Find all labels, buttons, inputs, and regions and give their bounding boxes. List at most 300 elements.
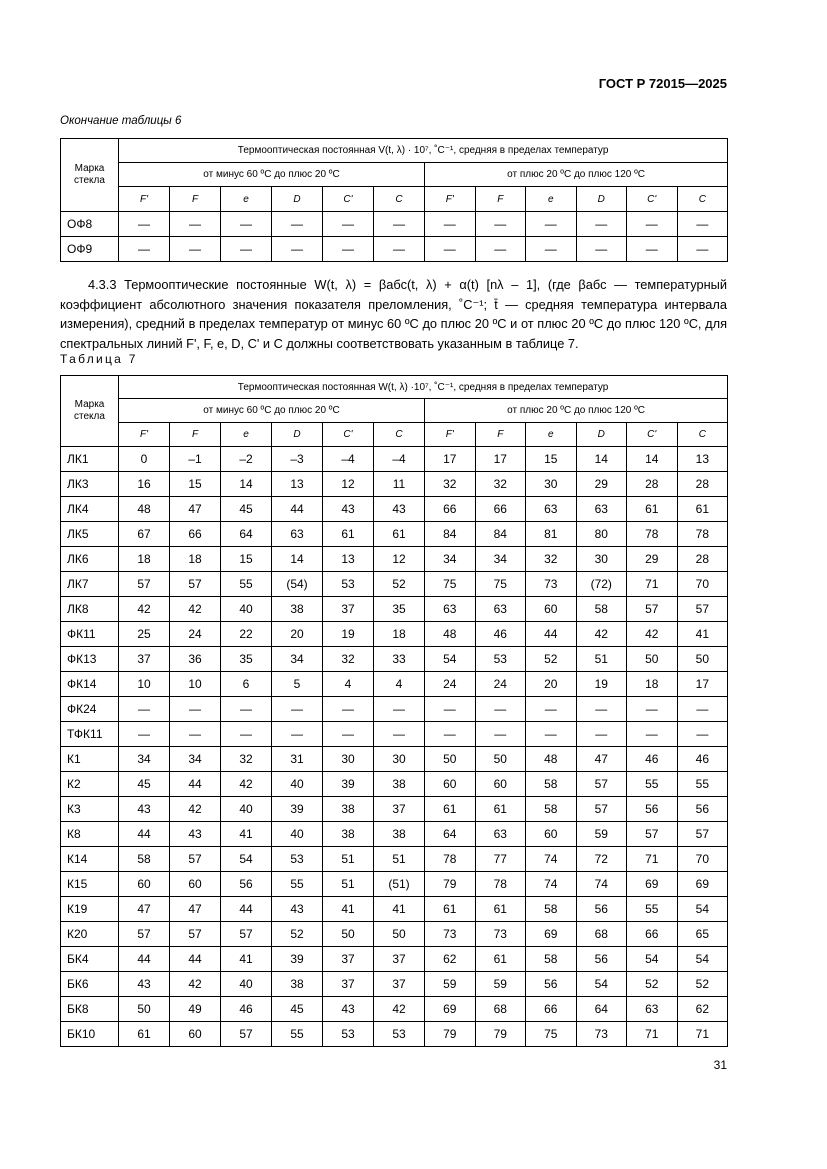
value-cell: 57	[119, 572, 170, 597]
value-cell: 32	[425, 472, 476, 497]
value-cell: 55	[221, 572, 272, 597]
value-cell: 68	[576, 922, 627, 947]
value-cell: 56	[526, 972, 577, 997]
value-cell: 51	[323, 847, 374, 872]
spectral-line-header: C'	[323, 423, 374, 447]
glass-mark-cell: К15	[61, 872, 119, 897]
value-cell: 50	[475, 747, 526, 772]
value-cell: 59	[576, 822, 627, 847]
main-column-header: Термооптическая постоянная W(t, λ) ·10⁷, ˚C⁻¹, средняя в пределах температур	[119, 376, 728, 399]
value-cell: —	[374, 697, 425, 722]
value-cell: 60	[170, 872, 221, 897]
value-cell: 34	[425, 547, 476, 572]
mark-column-header: Марка стекла	[61, 139, 119, 212]
value-cell: 46	[627, 747, 678, 772]
value-cell: 54	[677, 947, 728, 972]
spectral-line-header: e	[526, 187, 577, 212]
value-cell: —	[526, 722, 577, 747]
value-cell: —	[323, 212, 374, 237]
header-row	[61, 376, 728, 399]
value-cell: 48	[119, 497, 170, 522]
value-cell: 61	[677, 497, 728, 522]
glass-mark-cell: БК6	[61, 972, 119, 997]
value-cell: 69	[526, 922, 577, 947]
value-cell: 43	[170, 822, 221, 847]
value-cell: 74	[526, 872, 577, 897]
value-cell: 40	[221, 597, 272, 622]
value-cell: 0	[119, 447, 170, 472]
table-row	[61, 972, 728, 997]
table-row	[61, 847, 728, 872]
value-cell: 51	[576, 647, 627, 672]
value-cell: –3	[272, 447, 323, 472]
glass-mark-cell: К1	[61, 747, 119, 772]
table-row	[61, 472, 728, 497]
value-cell: —	[323, 722, 374, 747]
value-cell: 53	[323, 572, 374, 597]
value-cell: 4	[374, 672, 425, 697]
glass-mark-cell: ФК14	[61, 672, 119, 697]
value-cell: 52	[677, 972, 728, 997]
value-cell: 79	[425, 1022, 476, 1047]
value-cell: 63	[475, 822, 526, 847]
spectral-line-row	[61, 423, 728, 447]
range-header-row	[61, 163, 728, 187]
value-cell: 37	[323, 597, 374, 622]
table-row	[61, 622, 728, 647]
value-cell: 53	[323, 1022, 374, 1047]
table-row	[61, 522, 728, 547]
value-cell: 46	[475, 622, 526, 647]
glass-mark-cell: К3	[61, 797, 119, 822]
value-cell: 57	[170, 922, 221, 947]
value-cell: 81	[526, 522, 577, 547]
value-cell: —	[119, 722, 170, 747]
value-cell: 11	[374, 472, 425, 497]
spectral-line-header: C	[374, 187, 425, 212]
header-row	[61, 139, 728, 163]
table-6	[60, 138, 728, 262]
value-cell: —	[272, 722, 323, 747]
value-cell: 17	[425, 447, 476, 472]
value-cell: 50	[627, 647, 678, 672]
value-cell: 38	[323, 822, 374, 847]
value-cell: —	[627, 697, 678, 722]
value-cell: 57	[576, 772, 627, 797]
value-cell: 67	[119, 522, 170, 547]
value-cell: 12	[323, 472, 374, 497]
value-cell: 77	[475, 847, 526, 872]
spectral-line-header: C	[677, 423, 728, 447]
value-cell: 15	[170, 472, 221, 497]
value-cell: 52	[374, 572, 425, 597]
spectral-line-header: F'	[425, 423, 476, 447]
value-cell: 4	[323, 672, 374, 697]
value-cell: —	[627, 237, 678, 262]
value-cell: 24	[425, 672, 476, 697]
value-cell: 57	[627, 822, 678, 847]
value-cell: —	[221, 237, 272, 262]
spectral-line-header: D	[272, 423, 323, 447]
table-row	[61, 747, 728, 772]
glass-mark-cell: К8	[61, 822, 119, 847]
value-cell: 50	[425, 747, 476, 772]
value-cell: 13	[323, 547, 374, 572]
glass-mark-cell: ЛК1	[61, 447, 119, 472]
value-cell: 50	[374, 922, 425, 947]
value-cell: 18	[119, 547, 170, 572]
value-cell: –4	[374, 447, 425, 472]
value-cell: —	[170, 212, 221, 237]
value-cell: 18	[170, 547, 221, 572]
value-cell: 15	[526, 447, 577, 472]
value-cell: —	[677, 212, 728, 237]
value-cell: 57	[576, 797, 627, 822]
value-cell: 38	[323, 797, 374, 822]
value-cell: 78	[677, 522, 728, 547]
spectral-line-header: C	[677, 187, 728, 212]
value-cell: 42	[627, 622, 678, 647]
value-cell: 57	[221, 922, 272, 947]
value-cell: 44	[119, 947, 170, 972]
value-cell: 61	[475, 947, 526, 972]
value-cell: 40	[272, 822, 323, 847]
value-cell: 39	[323, 772, 374, 797]
value-cell: 42	[119, 597, 170, 622]
value-cell: 53	[374, 1022, 425, 1047]
value-cell: —	[475, 722, 526, 747]
value-cell: 36	[170, 647, 221, 672]
value-cell: —	[272, 212, 323, 237]
value-cell: 28	[627, 472, 678, 497]
value-cell: 74	[576, 872, 627, 897]
value-cell: 34	[119, 747, 170, 772]
value-cell: 40	[221, 972, 272, 997]
value-cell: 68	[475, 997, 526, 1022]
value-cell: —	[425, 722, 476, 747]
value-cell: 78	[425, 847, 476, 872]
value-cell: —	[170, 237, 221, 262]
value-cell: —	[576, 722, 627, 747]
table-row	[61, 597, 728, 622]
value-cell: —	[677, 722, 728, 747]
value-cell: 66	[475, 497, 526, 522]
glass-mark-cell: ФК11	[61, 622, 119, 647]
value-cell: 37	[323, 972, 374, 997]
glass-mark-cell: БК10	[61, 1022, 119, 1047]
value-cell: —	[576, 212, 627, 237]
value-cell: 25	[119, 622, 170, 647]
value-cell: 71	[677, 1022, 728, 1047]
glass-mark-cell: ЛК8	[61, 597, 119, 622]
value-cell: 53	[272, 847, 323, 872]
mark-column-header: Марка стекла	[61, 376, 119, 447]
value-cell: 60	[526, 597, 577, 622]
value-cell: —	[475, 697, 526, 722]
table-row	[61, 822, 728, 847]
value-cell: 33	[374, 647, 425, 672]
value-cell: 14	[221, 472, 272, 497]
value-cell: 47	[576, 747, 627, 772]
value-cell: 43	[119, 797, 170, 822]
value-cell: 45	[221, 497, 272, 522]
spectral-line-header: F'	[119, 187, 170, 212]
value-cell: 63	[627, 997, 678, 1022]
value-cell: 20	[272, 622, 323, 647]
table-row	[61, 697, 728, 722]
value-cell: 50	[119, 997, 170, 1022]
value-cell: 56	[677, 797, 728, 822]
value-cell: 63	[576, 497, 627, 522]
value-cell: 44	[526, 622, 577, 647]
table-row	[61, 722, 728, 747]
value-cell: —	[119, 212, 170, 237]
value-cell: 30	[323, 747, 374, 772]
spectral-line-header: e	[221, 423, 272, 447]
value-cell: 57	[677, 597, 728, 622]
value-cell: 60	[526, 822, 577, 847]
glass-mark-cell: ФК13	[61, 647, 119, 672]
table-row	[61, 647, 728, 672]
value-cell: 58	[526, 897, 577, 922]
spectral-line-header: C'	[323, 187, 374, 212]
value-cell: —	[272, 237, 323, 262]
value-cell: 54	[221, 847, 272, 872]
value-cell: 44	[119, 822, 170, 847]
value-cell: 18	[374, 622, 425, 647]
value-cell: 51	[323, 872, 374, 897]
value-cell: 75	[526, 1022, 577, 1047]
spectral-line-header: C'	[627, 423, 678, 447]
value-cell: —	[425, 237, 476, 262]
value-cell: —	[170, 722, 221, 747]
value-cell: 54	[627, 947, 678, 972]
value-cell: 60	[170, 1022, 221, 1047]
value-cell: 60	[475, 772, 526, 797]
value-cell: 44	[170, 772, 221, 797]
value-cell: –1	[170, 447, 221, 472]
value-cell: —	[475, 212, 526, 237]
value-cell: 60	[425, 772, 476, 797]
value-cell: 48	[526, 747, 577, 772]
value-cell: —	[374, 722, 425, 747]
value-cell: 32	[221, 747, 272, 772]
glass-mark-cell: ТФК11	[61, 722, 119, 747]
value-cell: 56	[221, 872, 272, 897]
value-cell: 14	[576, 447, 627, 472]
value-cell: 74	[526, 847, 577, 872]
value-cell: 57	[221, 1022, 272, 1047]
value-cell: 40	[272, 772, 323, 797]
value-cell: (72)	[576, 572, 627, 597]
value-cell: 17	[677, 672, 728, 697]
value-cell: 30	[576, 547, 627, 572]
value-cell: 38	[272, 972, 323, 997]
table-row	[61, 1022, 728, 1047]
glass-mark-cell: К19	[61, 897, 119, 922]
value-cell: 47	[119, 897, 170, 922]
main-column-header: Термооптическая постоянная V(t, λ) · 10⁷, ˚C⁻¹, средняя в пределах температур	[119, 139, 728, 163]
spectral-line-header: C'	[627, 187, 678, 212]
page-number: 31	[713, 1058, 727, 1072]
value-cell: 73	[425, 922, 476, 947]
glass-mark-cell: К2	[61, 772, 119, 797]
value-cell: 55	[272, 1022, 323, 1047]
value-cell: 12	[374, 547, 425, 572]
value-cell: 71	[627, 572, 678, 597]
glass-mark-cell: ЛК4	[61, 497, 119, 522]
value-cell: 42	[170, 797, 221, 822]
value-cell: 51	[374, 847, 425, 872]
value-cell: 63	[526, 497, 577, 522]
value-cell: 70	[677, 572, 728, 597]
value-cell: 30	[526, 472, 577, 497]
value-cell: 43	[323, 497, 374, 522]
value-cell: 37	[374, 947, 425, 972]
value-cell: 54	[576, 972, 627, 997]
value-cell: 53	[475, 647, 526, 672]
value-cell: 61	[425, 897, 476, 922]
range-header-cold: от минус 60 ºС до плюс 20 ºС	[119, 399, 425, 423]
value-cell: 61	[323, 522, 374, 547]
value-cell: 34	[272, 647, 323, 672]
value-cell: 69	[677, 872, 728, 897]
value-cell: 73	[475, 922, 526, 947]
value-cell: —	[526, 697, 577, 722]
value-cell: 46	[221, 997, 272, 1022]
value-cell: —	[374, 237, 425, 262]
glass-mark-cell: ОФ8	[61, 212, 119, 237]
value-cell: 10	[119, 672, 170, 697]
value-cell: 69	[425, 997, 476, 1022]
value-cell: 61	[119, 1022, 170, 1047]
value-cell: 30	[374, 747, 425, 772]
value-cell: 44	[272, 497, 323, 522]
value-cell: 79	[425, 872, 476, 897]
table-row	[61, 797, 728, 822]
value-cell: 55	[272, 872, 323, 897]
value-cell: 13	[272, 472, 323, 497]
value-cell: 63	[425, 597, 476, 622]
range-header-row	[61, 399, 728, 423]
value-cell: 75	[425, 572, 476, 597]
value-cell: 37	[119, 647, 170, 672]
value-cell: 32	[526, 547, 577, 572]
value-cell: 37	[374, 797, 425, 822]
glass-mark-cell: К20	[61, 922, 119, 947]
value-cell: (54)	[272, 572, 323, 597]
value-cell: 55	[627, 772, 678, 797]
table-row	[61, 772, 728, 797]
value-cell: 69	[627, 872, 678, 897]
value-cell: 47	[170, 897, 221, 922]
value-cell: —	[323, 237, 374, 262]
value-cell: 52	[627, 972, 678, 997]
value-cell: 41	[221, 947, 272, 972]
value-cell: 56	[627, 797, 678, 822]
value-cell: —	[119, 237, 170, 262]
value-cell: 78	[627, 522, 678, 547]
value-cell: 78	[475, 872, 526, 897]
value-cell: 71	[627, 847, 678, 872]
table-row	[61, 872, 728, 897]
value-cell: 10	[170, 672, 221, 697]
value-cell: 57	[627, 597, 678, 622]
value-cell: 54	[425, 647, 476, 672]
value-cell: 16	[119, 472, 170, 497]
value-cell: 42	[221, 772, 272, 797]
value-cell: 17	[475, 447, 526, 472]
value-cell: 20	[526, 672, 577, 697]
value-cell: 50	[677, 647, 728, 672]
value-cell: 13	[677, 447, 728, 472]
range-header-warm: от плюс 20 ºС до плюс 120 ºС	[425, 163, 728, 187]
value-cell: –4	[323, 447, 374, 472]
spectral-line-row	[61, 187, 728, 212]
value-cell: 61	[475, 897, 526, 922]
glass-mark-cell: ЛК5	[61, 522, 119, 547]
value-cell: 38	[374, 772, 425, 797]
value-cell: —	[221, 722, 272, 747]
value-cell: 14	[627, 447, 678, 472]
value-cell: —	[221, 212, 272, 237]
value-cell: 73	[576, 1022, 627, 1047]
value-cell: —	[627, 722, 678, 747]
value-cell: 39	[272, 947, 323, 972]
value-cell: 42	[170, 972, 221, 997]
table-7	[60, 375, 728, 1047]
table-row	[61, 997, 728, 1022]
value-cell: 57	[677, 822, 728, 847]
value-cell: 59	[425, 972, 476, 997]
value-cell: —	[119, 697, 170, 722]
value-cell: 44	[170, 947, 221, 972]
value-cell: 18	[627, 672, 678, 697]
value-cell: 37	[374, 972, 425, 997]
spectral-line-header: D	[576, 187, 627, 212]
table-row	[61, 447, 728, 472]
value-cell: 80	[576, 522, 627, 547]
value-cell: 63	[475, 597, 526, 622]
value-cell: —	[475, 237, 526, 262]
value-cell: 29	[576, 472, 627, 497]
value-cell: 24	[170, 622, 221, 647]
value-cell: 66	[170, 522, 221, 547]
value-cell: 65	[677, 922, 728, 947]
value-cell: –2	[221, 447, 272, 472]
value-cell: 61	[475, 797, 526, 822]
value-cell: 56	[576, 897, 627, 922]
value-cell: 61	[627, 497, 678, 522]
value-cell: —	[374, 212, 425, 237]
value-cell: 61	[374, 522, 425, 547]
value-cell: 35	[221, 647, 272, 672]
spectral-line-header: C	[374, 423, 425, 447]
value-cell: 46	[677, 747, 728, 772]
value-cell: 41	[221, 822, 272, 847]
value-cell: 59	[475, 972, 526, 997]
table-row	[61, 922, 728, 947]
value-cell: 48	[425, 622, 476, 647]
value-cell: 75	[475, 572, 526, 597]
value-cell: —	[425, 697, 476, 722]
value-cell: 62	[677, 997, 728, 1022]
table-continuation-title: Окончание таблицы 6	[60, 115, 182, 127]
value-cell: 42	[170, 597, 221, 622]
range-header-warm: от плюс 20 ºС до плюс 120 ºС	[425, 399, 728, 423]
value-cell: 60	[119, 872, 170, 897]
value-cell: 42	[576, 622, 627, 647]
